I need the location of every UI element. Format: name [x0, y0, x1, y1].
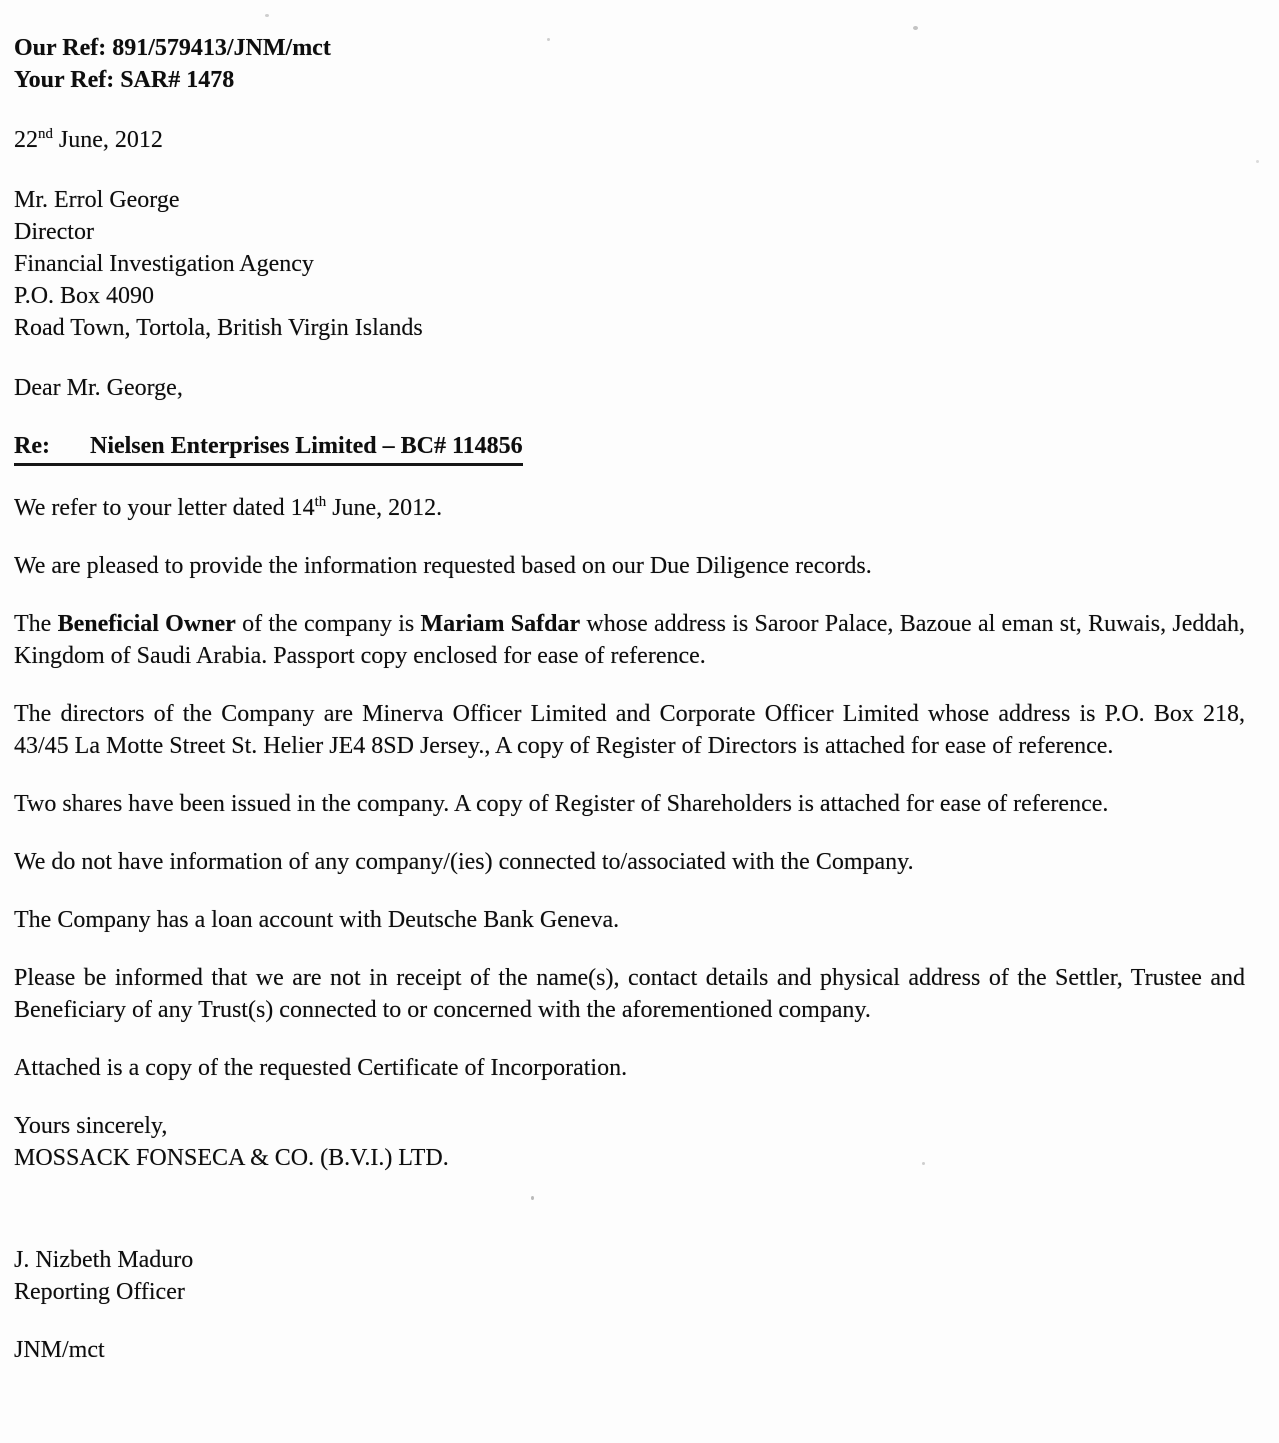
- signer-title: Reporting Officer: [14, 1279, 185, 1305]
- closing-valediction: Yours sincerely,: [14, 1113, 168, 1139]
- para-shares: Two shares have been issued in the company. A copy of Register of Shareholders is attached for ease of reference.: [14, 791, 1109, 817]
- scan-speck: [913, 26, 918, 30]
- beneficial-owner-label: Beneficial Owner: [57, 611, 236, 637]
- para-beneficial-owner: [14, 608, 1245, 672]
- para-beneficial-owner-text: of the company is: [235, 611, 421, 637]
- recipient-po-box: P.O. Box 4090: [14, 283, 155, 309]
- subject-line: [14, 430, 1245, 466]
- beneficial-owner-name: Mariam Safdar: [420, 611, 581, 637]
- para-trust-details: Please be informed that we are not in receipt of the name(s), contact details and physical address of the Settler, Trustee and Beneficiary of any Trust(s) connected to or concerned with the aforementioned company.: [14, 965, 1245, 1023]
- reference-initials: JNM/mct: [14, 1337, 105, 1363]
- our-ref-line: Our Ref: 891/579413/JNM/mct: [14, 35, 331, 61]
- para-letter-reference: [14, 492, 1245, 524]
- para-directors: The directors of the Company are Minerva Officer Limited and Corporate Officer Limited whose address is P.O. Box 218, 43/45 La Motte Street St. Helier JE4 8SD Jersey., A copy of Register of Directors is attached for ease of reference.: [14, 701, 1245, 759]
- signer-name: J. Nizbeth Maduro: [14, 1247, 194, 1273]
- scan-speck: [1256, 160, 1259, 163]
- date-ordinal: nd: [38, 126, 53, 142]
- date-day: 22: [14, 127, 38, 153]
- para-info-provided: We are pleased to provide the information requested based on our Due Diligence records.: [14, 553, 872, 579]
- para-loan-account: The Company has a loan account with Deutsche Bank Geneva.: [14, 907, 620, 933]
- recipient-city: Road Town, Tortola, British Virgin Islands: [14, 315, 423, 341]
- para-beneficial-owner-text: whose address is Saroor Palace, Bazoue al eman st, Ruwais, Jeddah, Kingdom of Saudi Arabia. Passport copy enclosed for ease of reference.: [14, 611, 1246, 669]
- your-ref-line: Your Ref: SAR# 1478: [14, 67, 235, 93]
- recipient-address-block: [14, 184, 1245, 344]
- recipient-agency: Financial Investigation Agency: [14, 251, 314, 277]
- scan-speck: [531, 1196, 534, 1200]
- para-certificate: Attached is a copy of the requested Certificate of Incorporation.: [14, 1055, 628, 1081]
- subject-label: Re:: [14, 433, 50, 459]
- para-connected-companies: We do not have information of any company/(ies) connected to/associated with the Company.: [14, 849, 914, 875]
- signature-block: [14, 1244, 1245, 1308]
- date-rest: June, 2012: [52, 127, 163, 153]
- scan-speck: [922, 1162, 925, 1165]
- recipient-title: Director: [14, 219, 94, 245]
- para-beneficial-owner-text: The: [14, 611, 58, 637]
- subject-text: Nielsen Enterprises Limited – BC# 114856: [89, 433, 523, 459]
- para-letter-reference-text: We refer to your letter dated 14: [14, 495, 315, 521]
- date-line: [14, 124, 1245, 156]
- subject-underline: [14, 430, 523, 466]
- recipient-name: Mr. Errol George: [14, 187, 180, 213]
- closing-company: MOSSACK FONSECA & CO. (B.V.I.) LTD.: [14, 1145, 449, 1171]
- scan-speck: [265, 14, 269, 17]
- para-letter-reference-text: June, 2012.: [326, 495, 443, 521]
- closing-block: [14, 1110, 1245, 1174]
- date-ordinal: th: [314, 494, 327, 510]
- scan-speck: [547, 38, 550, 41]
- salutation: Dear Mr. George,: [14, 375, 183, 401]
- reference-block: [14, 32, 1245, 96]
